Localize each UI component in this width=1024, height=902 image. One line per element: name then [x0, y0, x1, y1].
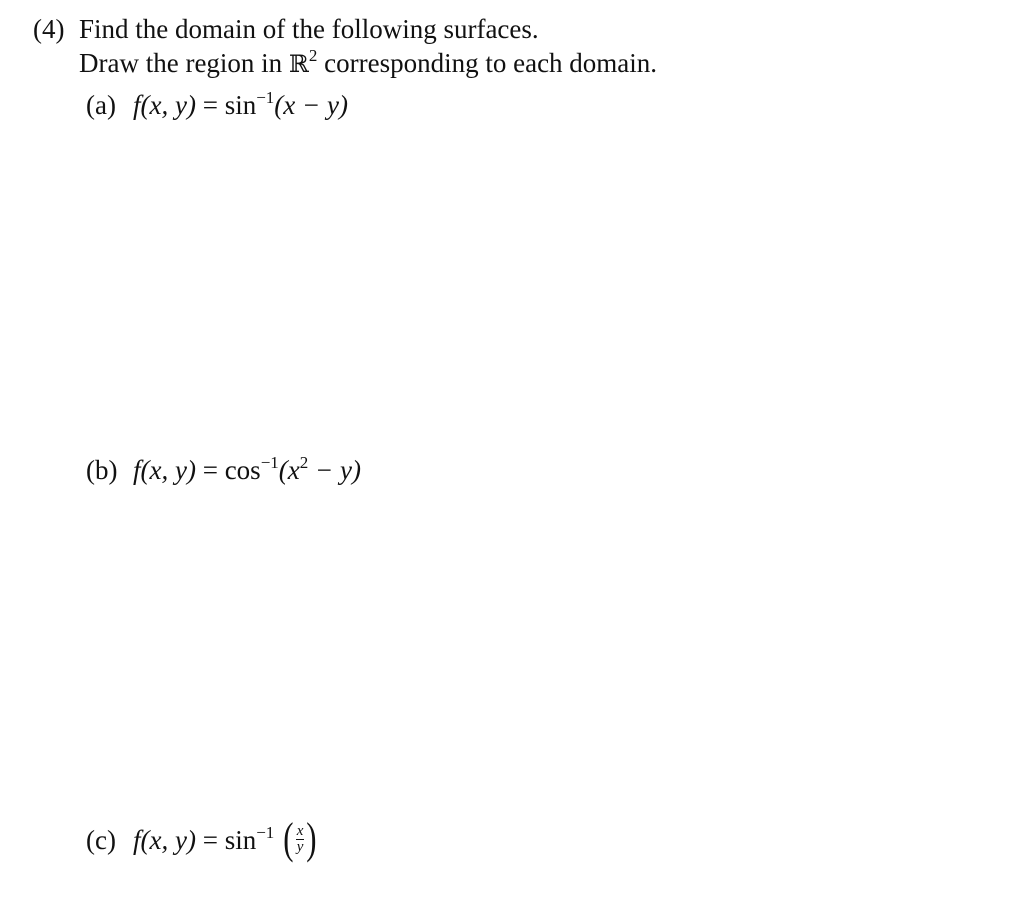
part-a [86, 88, 348, 122]
part-c-denominator: y [296, 838, 304, 855]
part-c-paren-close: ) [306, 814, 317, 863]
problem-header [33, 12, 539, 46]
part-b-argument-open: (x [278, 455, 300, 485]
real-numbers-exponent: 2 [308, 46, 318, 65]
instruction-before: Draw the region in [79, 48, 289, 78]
part-b-label: (b) [86, 455, 118, 485]
instruction-after: corresponding to each domain. [317, 48, 658, 78]
part-c-equals: = [195, 825, 225, 856]
problem-instruction [79, 46, 657, 81]
part-b-exponent: −1 [260, 453, 279, 472]
part-a-equals: = [195, 90, 225, 120]
part-b-lhs: f(x, y) [133, 455, 196, 485]
part-c-numerator: x [296, 822, 304, 839]
part-c-paren-open: ( [283, 814, 294, 863]
part-b-argument-close: − y) [308, 455, 361, 485]
part-b-equals: = [195, 455, 225, 485]
part-c-fraction-group [281, 814, 319, 863]
part-b-func: cos [224, 455, 261, 485]
part-c [86, 814, 319, 863]
part-a-label: (a) [86, 90, 116, 120]
part-b [86, 453, 361, 487]
part-c-label: (c) [86, 825, 116, 856]
part-c-exponent: −1 [256, 823, 275, 843]
problem-number: (4) [33, 14, 65, 44]
part-c-fraction [296, 824, 305, 855]
part-a-lhs: f(x, y) [133, 90, 196, 120]
part-a-argument: (x − y) [274, 90, 348, 120]
part-a-exponent: −1 [256, 88, 275, 107]
part-a-func: sin [224, 90, 257, 120]
part-c-lhs: f(x, y) [133, 825, 196, 856]
real-numbers-symbol: ℝ [288, 50, 309, 78]
part-b-argument-exponent: 2 [299, 453, 309, 472]
problem-title: Find the domain of the following surfaces. [79, 14, 539, 44]
part-c-func: sin [224, 825, 257, 856]
